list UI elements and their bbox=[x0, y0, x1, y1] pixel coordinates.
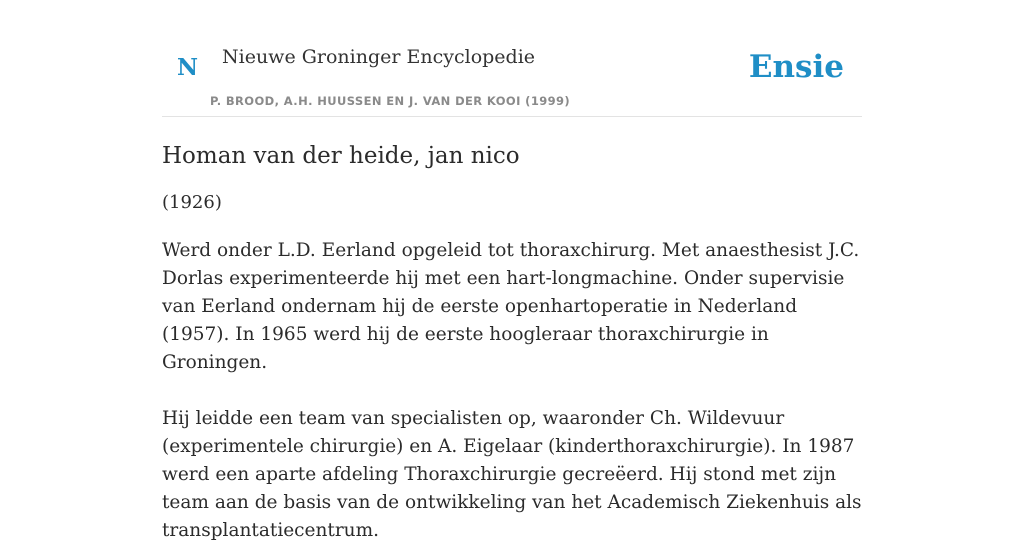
ensie-logo[interactable]: Ensie bbox=[748, 49, 844, 85]
book-authors: P. BROOD, A.H. HUUSSEN EN J. VAN DER KOOI (1999) bbox=[210, 94, 571, 108]
page-container bbox=[162, 0, 862, 545]
entry-dates: (1926) bbox=[162, 192, 222, 213]
entry-title: Homan van der heide, jan nico bbox=[162, 143, 520, 169]
encyclopedia-logo[interactable]: N bbox=[177, 54, 199, 81]
entry-paragraph: Werd onder L.D. Eerland opgeleid tot thoraxchirurg. Met anaesthesist J.C. Dorlas experimenteerde hij met een hart-longmachine. Onder supervisie van Eerland ondernam hij de eerste openhartoperatie in Nederland (1957). In 1965 werd hij de eerste hoogleraar thoraxchirurgie in Groningen. bbox=[162, 240, 860, 373]
book-title-link[interactable]: Nieuwe Groninger Encyclopedie bbox=[222, 46, 536, 68]
source-header bbox=[162, 0, 862, 117]
entry-paragraph: Hij leidde een team van specialisten op, waaronder Ch. Wildevuur (experimentele chirurgie) en A. Eigelaar (kinderthoraxchirurgie). In 1987 werd een aparte afdeling Thoraxchirurgie gecreëerd. Hij stond met zijn team aan de basis van de ontwikkeling van het Academisch Ziekenhuis als transplantatiecentrum. bbox=[162, 408, 862, 541]
